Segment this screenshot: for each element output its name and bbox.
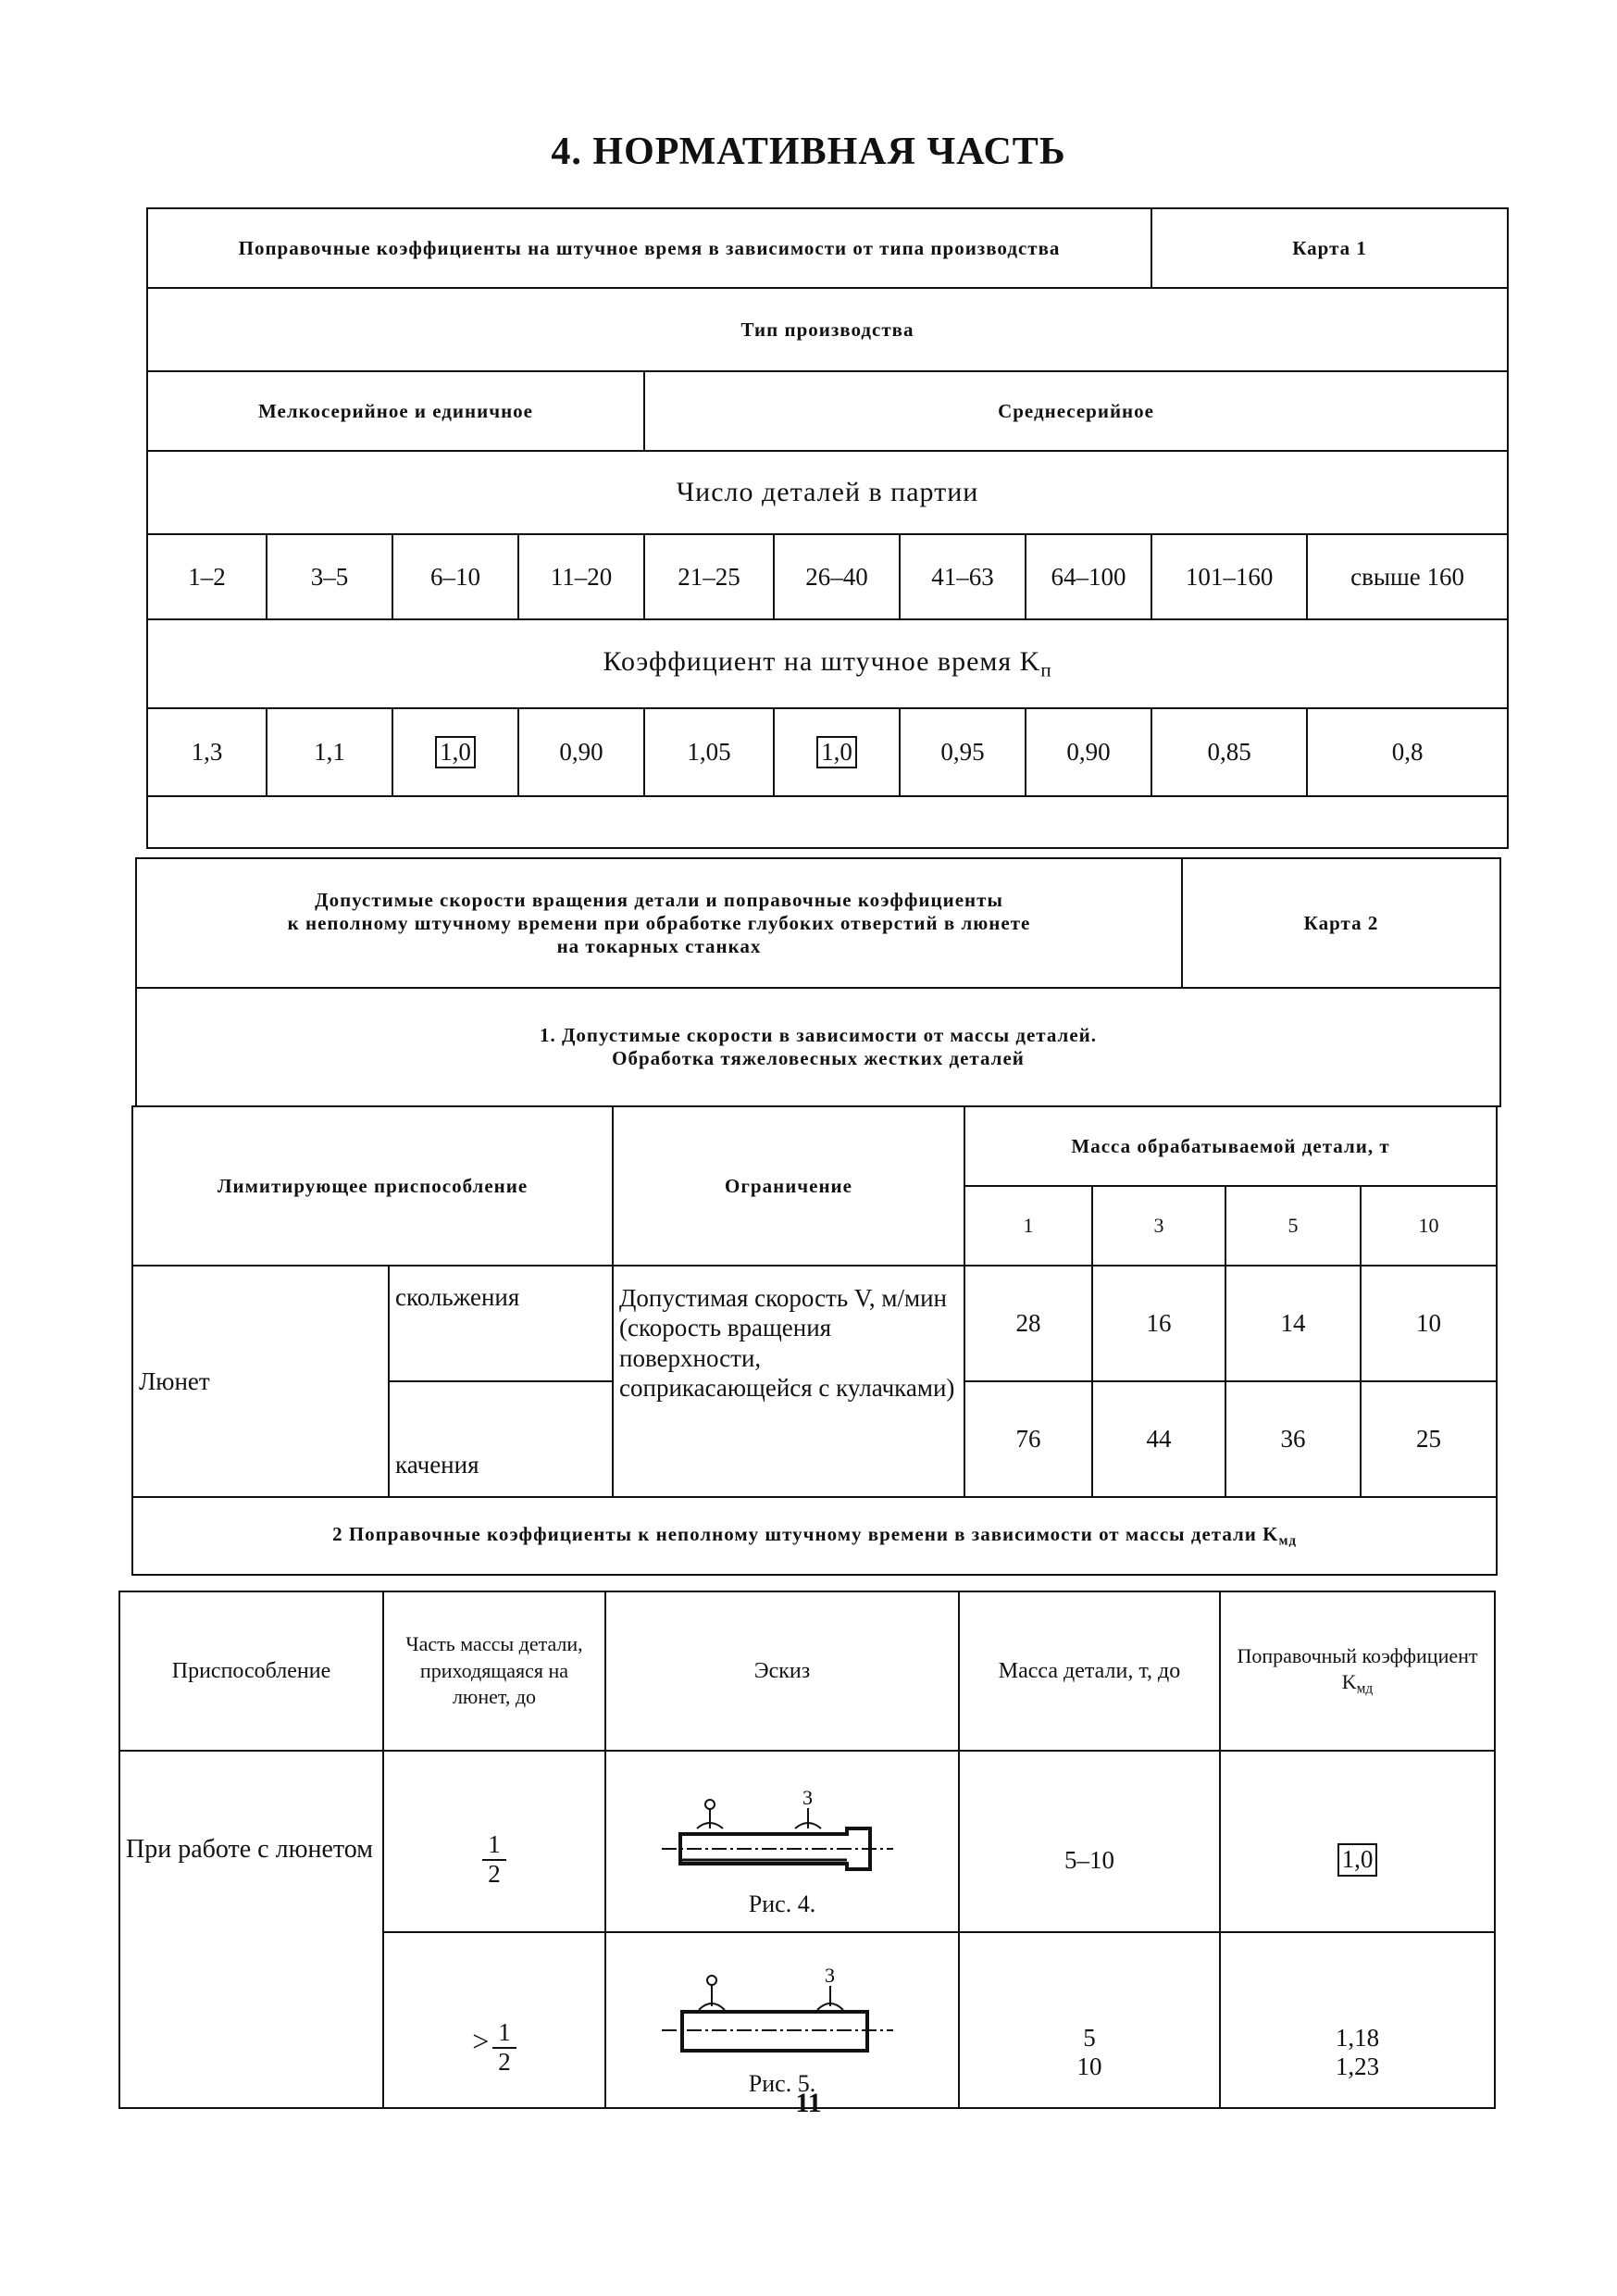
part2-col-coef [1220,1591,1495,1751]
part2-col-mass: Масса детали, т, до [959,1591,1220,1751]
shaft-sketch-fig5 [662,1964,902,2065]
mass-header-cell: 5 [1225,1186,1361,1266]
row-rolling-value: 44 [1092,1381,1225,1497]
coefficient-cell [774,708,900,796]
coef-header [147,619,1508,708]
row-rolling-value: 76 [964,1381,1092,1497]
fraction-denominator: 2 [488,1860,501,1888]
part2-col-coef-sub: мд [1356,1681,1374,1698]
fraction-numerator: 1 [482,1831,506,1861]
row-sliding-value: 14 [1225,1266,1361,1381]
row-sliding-value: 16 [1092,1266,1225,1381]
row2-coef: 1,18 1,23 [1220,1932,1495,2108]
part1-col-mass: Масса обрабатываемой детали, т [964,1106,1497,1186]
card2-label: Карта 2 [1182,858,1500,988]
coefficient-cell: 1,3 [147,708,267,796]
batch-size-cell: 1–2 [147,534,267,619]
coefficient-cell [392,708,518,796]
fraction-denominator: 2 [498,2048,511,2076]
part1-title: 1. Допустимые скорости в зависимости от массы деталей. Обработка тяжеловесных жестких деталей [136,988,1500,1106]
coefficient-cell: 1,1 [267,708,392,796]
sketch-label-3: 3 [802,1786,813,1809]
row-type-rolling: качения [389,1381,613,1497]
part1-col-limit: Ограничение [613,1106,964,1266]
part2-device: При работе с люнетом [119,1751,383,2108]
row2-fraction [383,1932,605,2108]
batch-size-cell: 64–100 [1026,534,1151,619]
coefficient-cell: 0,90 [518,708,644,796]
coefficient-cell: 0,90 [1026,708,1151,796]
batch-size-cell: 41–63 [900,534,1026,619]
sketch-label-3: 3 [825,1964,835,1987]
batch-size-cell: 3–5 [267,534,392,619]
coefficient-boxed: 1,0 [816,736,857,769]
batch-header: Число деталей в партии [147,451,1508,534]
batch-size-cell: 26–40 [774,534,900,619]
part2-col-part: Часть массы детали, приходящаяся на люнет, до [383,1591,605,1751]
card2-header: Допустимые скорости вращения детали и поправочные коэффициенты к неполному штучному времени при обработке глубоких отверстий в люнете на токарных станках [136,858,1182,988]
card2-header-table [135,857,1501,1107]
fraction [492,2019,516,2076]
card1-spacer [147,796,1508,848]
row-rolling-value: 36 [1225,1381,1361,1497]
coef-header-text: Коэффициент на штучное время K [603,645,1041,677]
row1-coef-boxed: 1,0 [1337,1843,1378,1877]
row2-sketch [605,1932,959,2108]
part2-title [132,1497,1497,1575]
page-number: 11 [795,2088,822,2118]
row2-mass: 5 10 [959,1932,1220,2108]
coefficient-boxed: 1,0 [435,736,476,769]
production-type-header: Тип производства [147,288,1508,371]
row-type-sliding: скольжения [389,1266,613,1381]
part1-col-device: Лимитирующее приспособление [132,1106,613,1266]
section-title: 4. НОРМАТИВНАЯ ЧАСТЬ [551,131,1066,173]
card1-label: Карта 1 [1151,208,1508,288]
row1-fraction [383,1751,605,1932]
card1-header: Поправочные коэффициенты на штучное время в зависимости от типа производства [147,208,1151,288]
shaft-sketch-fig4 [662,1784,902,1886]
coefficient-cell: 0,85 [1151,708,1307,796]
mass-header-cell: 1 [964,1186,1092,1266]
fig5-caption: Рис. 5. [748,2070,816,2097]
card1-table [146,207,1509,849]
part1-table [131,1105,1498,1576]
part2-title-sub: мд [1278,1533,1297,1549]
greater-than-sign: > [472,2024,490,2058]
part1-device: Люнет [132,1266,389,1497]
part2-col-sketch: Эскиз [605,1591,959,1751]
row-rolling-value: 25 [1361,1381,1497,1497]
batch-size-cell: 101–160 [1151,534,1307,619]
row1-sketch [605,1751,959,1932]
part2-title-text: 2 Поправочные коэффициенты к неполному штучному времени в зависимости от массы детали K [332,1522,1279,1545]
part2-col-coef-text: Поправочный коэффициент K [1237,1643,1478,1694]
row1-mass: 5–10 [959,1751,1220,1932]
coefficient-cell: 1,05 [644,708,774,796]
batch-size-cell: 21–25 [644,534,774,619]
row1-coef [1220,1751,1495,1932]
mass-header-cell: 10 [1361,1186,1497,1266]
coefficient-cell: 0,95 [900,708,1026,796]
fig4-caption: Рис. 4. [748,1890,816,1917]
fraction [482,1831,506,1888]
type-small-batch: Мелкосерийное и единичное [147,371,644,451]
row-sliding-value: 28 [964,1266,1092,1381]
type-medium-batch: Среднесерийное [644,371,1508,451]
coef-header-sub: п [1040,658,1052,681]
part2-col-device: Приспособление [119,1591,383,1751]
fraction-numerator: 1 [492,2019,516,2049]
batch-size-cell: свыше 160 [1307,534,1508,619]
batch-size-cell: 11–20 [518,534,644,619]
part2-table [118,1591,1496,2109]
mass-header-cell: 3 [1092,1186,1225,1266]
batch-size-cell: 6–10 [392,534,518,619]
row-sliding-value: 10 [1361,1266,1497,1381]
coefficient-cell: 0,8 [1307,708,1508,796]
part1-limit-text: Допустимая скорость V, м/мин (скорость вращения поверхности, соприкасающейся с кулачками) [613,1266,964,1497]
